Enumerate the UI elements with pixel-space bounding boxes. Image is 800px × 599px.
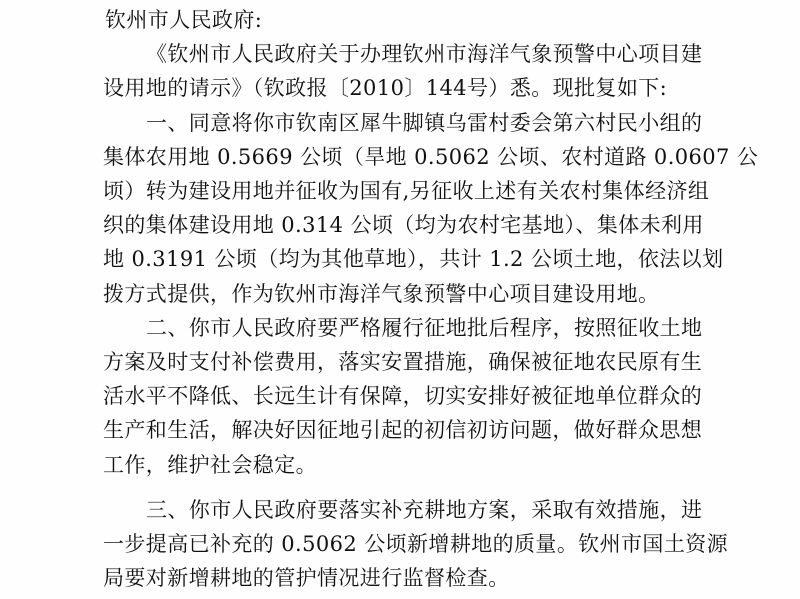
paragraph-line: 集体农用地 0.5669 公顷（旱地 0.5062 公顷、农村道路 0.0607 公	[103, 145, 759, 169]
paragraph-line: 活水平不降低、长远生计有保障，切实安排好被征地单位群众的	[103, 384, 703, 408]
paragraph-line: 拨方式提供，作为钦州市海洋气象预警中心项目建设用地。	[103, 282, 660, 306]
paragraph-line: 一、同意将你市钦南区犀牛脚镇乌雷村委会第六村民小组的	[146, 111, 703, 135]
paragraph-line: 工作，维护社会稳定。	[103, 453, 317, 477]
paragraph-line: 三、你市人民政府要落实补充耕地方案，采取有效措施，进	[146, 498, 703, 522]
salutation: 钦州市人民政府:	[105, 8, 263, 32]
paragraph-line: 局要对新增耕地的管护情况进行监督检查。	[103, 566, 510, 590]
paragraph-line: 顷）转为建设用地并征收为国有,另征收上述有关农村集体经济组	[103, 179, 710, 203]
paragraph-line: 一步提高已补充的 0.5062 公顷新增耕地的质量。钦州市国土资源	[103, 532, 729, 556]
paragraph-line: 地 0.3191 公顷（均为其他草地），共计 1.2 公顷土地，依法以划	[103, 247, 724, 271]
paragraph-line: 设用地的请示》（钦政报〔2010〕144号）悉。现批复如下:	[103, 76, 668, 100]
paragraph-line: 二、你市人民政府要严格履行征地批后程序，按照征收土地	[146, 316, 703, 340]
paragraph-line: 生产和生活，解决好因征地引起的初信初访问题，做好群众思想	[103, 418, 703, 442]
paragraph-line: 方案及时支付补偿费用，落实安置措施，确保被征地农民原有生	[103, 350, 703, 374]
paragraph-line: 织的集体建设用地 0.314 公顷（均为农村宅基地）、集体未利用	[103, 213, 704, 237]
paragraph-line: 《钦州市人民政府关于办理钦州市海洋气象预警中心项目建	[146, 42, 703, 66]
